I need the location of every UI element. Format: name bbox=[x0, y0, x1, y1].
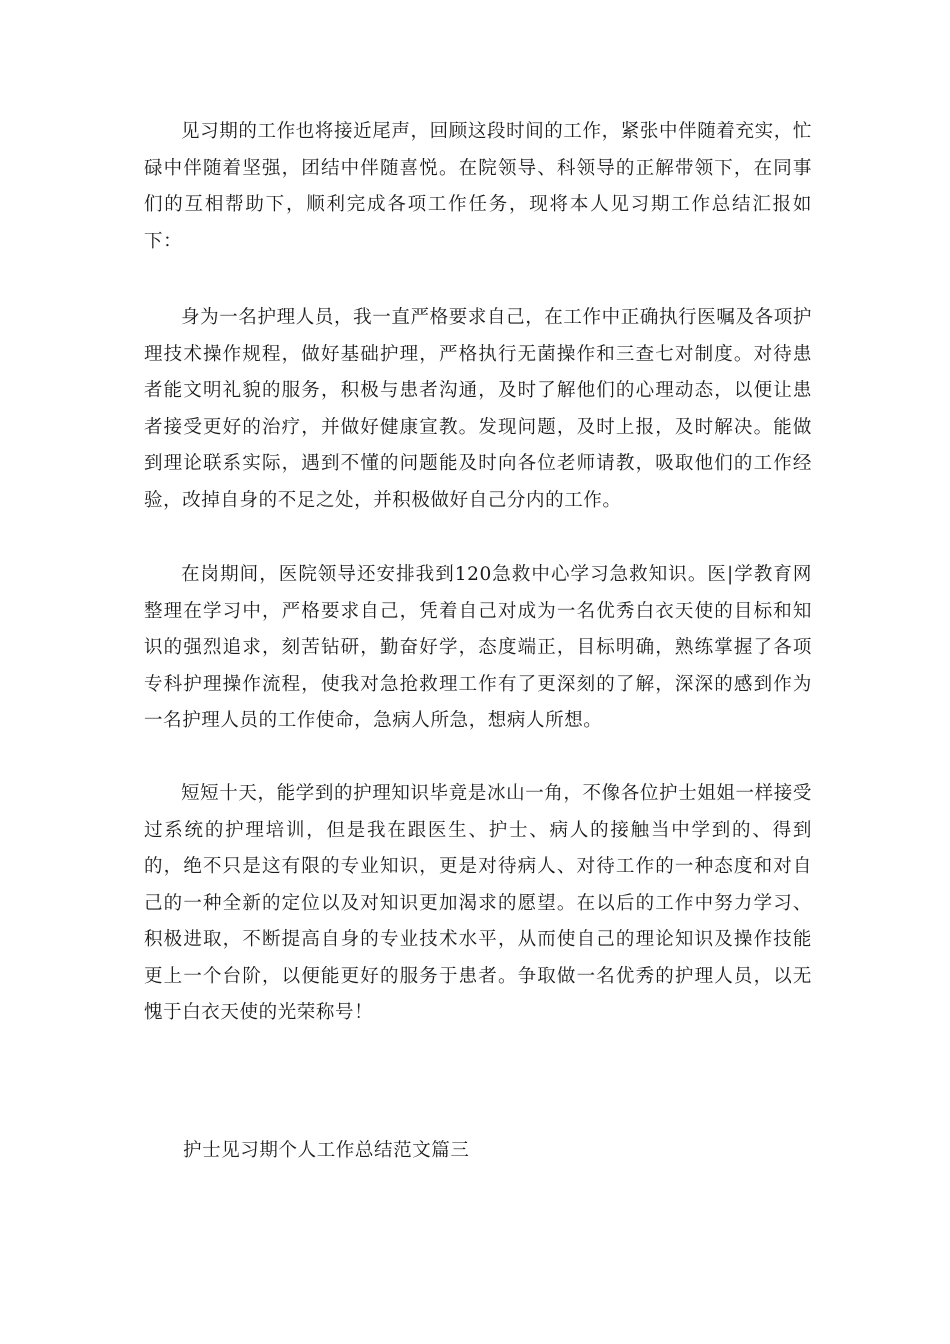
paragraph-duties: 身为一名护理人员，我一直严格要求自己，在工作中正确执行医嘱及各项护理技术操作规程，做好基础护理，严格执行无菌操作和三查七对制度。对待患者能文明礼貌的服务，积极与患者沟通，及时了解他们的心理动态，以便让患者接受更好的治疗，并做好健康宣教。发现问题，及时上报，及时解决。能做到理论联系实际，遇到不懂的问题能及时向各位老师请教，吸取他们的工作经验，改掉自身的不足之处，并积极做好自己分内的工作。 bbox=[144, 307, 812, 511]
paragraph-conclusion: 短短十天，能学到的护理知识毕竟是冰山一角，不像各位护士姐姐一样接受过系统的护理培训，但是我在跟医生、护士、病人的接触当中学到的、得到的，绝不只是这有限的专业知识，更是对待病人、对待工作的一种态度和对自己的一种全新的定位以及对知识更加渴求的愿望。在以后的工作中努力学习、积极进取，不断提高自身的专业技术水平，从而使自己的理论知识及操作技能更上一个台阶，以便能更好的服务于患者。争取做一名优秀的护理人员，以无愧于白衣天使的光荣称号！ bbox=[144, 783, 812, 1023]
paragraph-training: 在岗期间，医院领导还安排我到120急救中心学习急救知识。医|学教育网整理在学习中，严格要求自己，凭着自己对成为一名优秀白衣天使的目标和知识的强烈追求，刻苦钻研，勤奋好学，态度端正，目标明确，熟练掌握了各项专科护理操作流程，使我对急抢救理工作有了更深刻的了解，深深的感到作为一名护理人员的工作使命，急病人所急，想病人所想。 bbox=[144, 564, 812, 731]
paragraph-intro: 见习期的工作也将接近尾声，回顾这段时间的工作，紧张中伴随着充实，忙碌中伴随着坚强，团结中伴随喜悦。在院领导、科领导的正解带领下，在同事们的互相帮助下，顺利完成各项工作任务，现将本人见习期工作总结汇报如下： bbox=[144, 121, 812, 252]
section-heading: 护士见习期个人工作总结范文篇三 bbox=[183, 1140, 470, 1161]
